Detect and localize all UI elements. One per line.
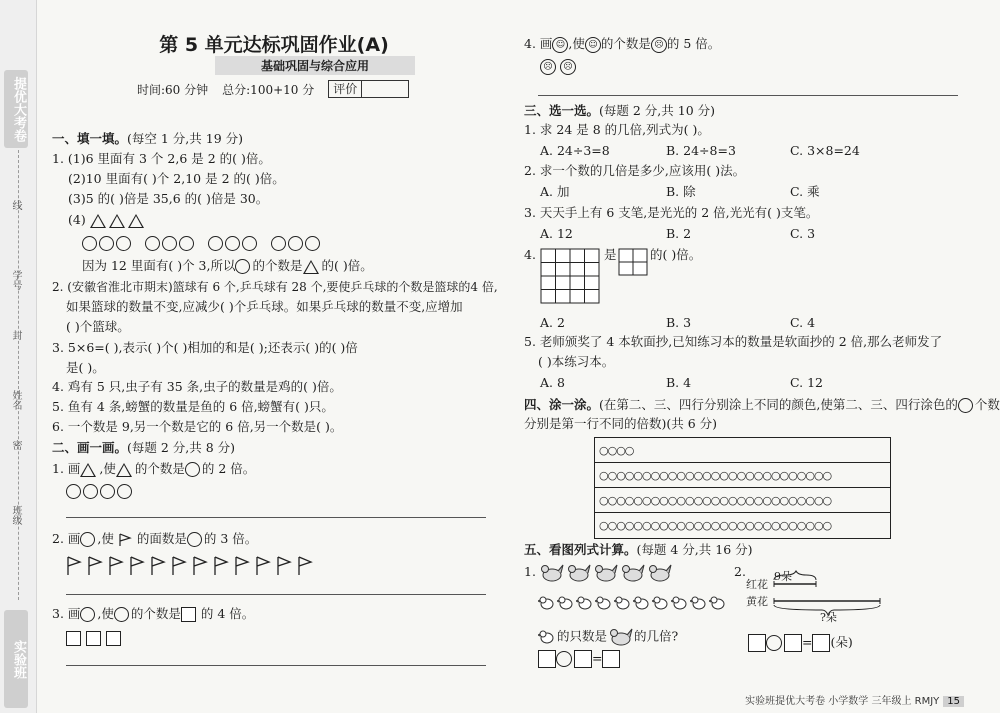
question: 如果篮球的数量不变,应减少( )个乒乓球。如果乒乓球的数量不变,应增加 [66, 299, 463, 314]
hen-icon [646, 563, 672, 583]
question-text: 的( )倍。 [321, 258, 373, 273]
option[interactable]: A. 加 [540, 184, 570, 199]
hen-icon [619, 563, 645, 583]
circle-icon [235, 259, 250, 274]
answer-line[interactable] [66, 665, 486, 666]
section-4-note: 个数 [974, 397, 1000, 412]
coloring-box [594, 437, 891, 539]
time-limit: 时间:60 分钟 [137, 82, 209, 97]
question: 3. 天天手上有 6 支笔,是光光的 2 倍,光光有( )支笔。 [524, 205, 819, 220]
circle-icon [179, 236, 194, 251]
question: 6. 一个数是 9,另一个数是它的 6 倍,另一个数是( )。 [52, 419, 343, 434]
square-icon [181, 607, 196, 622]
answer-box[interactable] [812, 634, 830, 652]
option[interactable]: B. 3 [666, 315, 692, 330]
grid-cell [585, 276, 600, 290]
circle-icon [958, 398, 973, 413]
circle-icon [80, 607, 95, 622]
square-icon [66, 631, 81, 646]
option[interactable]: C. 3×8=24 [790, 143, 860, 158]
flag-icon [297, 556, 313, 576]
given-faces [540, 58, 576, 75]
brand-tab-top: 提优大考卷 [4, 70, 28, 148]
chick-icon [633, 596, 651, 610]
section-4-heading [524, 397, 1000, 413]
question [52, 531, 257, 547]
question [82, 258, 373, 274]
question-text: 的几倍? [634, 628, 679, 644]
chick-row [538, 594, 728, 610]
circle-icon [288, 236, 303, 251]
circle-icon [208, 236, 223, 251]
grid-cell [556, 290, 571, 304]
answer-box[interactable] [784, 634, 802, 652]
grid-cell [541, 290, 556, 304]
question-text: 的 5 倍。 [666, 36, 721, 51]
circle-icon [83, 484, 98, 499]
flag-icon [108, 556, 124, 576]
coloring-row[interactable]: ○○○○○○○○○○○○○○○○○○○○○○○○○○○ [595, 463, 890, 488]
circle-icon [66, 484, 81, 499]
question-text: 的个数是 [600, 36, 651, 51]
flag-icon [234, 556, 250, 576]
page-title: 第 5 单元达标巩固作业(A) [159, 34, 389, 56]
section-4-note: (在第二、三、四行分别涂上不同的颜色,使第二、三、四行涂色的 [599, 397, 958, 412]
triangle-icon [128, 214, 144, 228]
section-1-title: 一、填一填。 [52, 131, 128, 146]
circle-icon [187, 532, 202, 547]
question: (2)10 里面有( )个 2,10 是 2 的( )倍。 [68, 171, 285, 186]
grade-label: 评价 [333, 82, 358, 96]
circle-groups [82, 235, 322, 251]
hen-row [538, 563, 673, 583]
chick-icon [652, 596, 670, 610]
grid-cell [556, 276, 571, 290]
grid-cell [585, 290, 600, 304]
grid-cell [570, 249, 585, 263]
operator-circle[interactable] [766, 635, 782, 651]
option[interactable]: C. 12 [790, 375, 823, 390]
question [538, 627, 678, 647]
chick-icon [709, 596, 727, 610]
hen-icon [538, 563, 564, 583]
flag-icon [129, 556, 145, 576]
yellow-flower-label: 黄花 [746, 595, 768, 608]
circle-icon [99, 236, 114, 251]
question-text: ,使 [568, 36, 585, 51]
section-1-heading [52, 131, 243, 147]
flag-icon [255, 556, 271, 576]
option[interactable]: C. 4 [790, 315, 816, 330]
circle-icon [116, 236, 131, 251]
triangle-icon [116, 463, 132, 477]
question-text: ,使 [99, 461, 116, 476]
question: 是( )。 [66, 360, 105, 375]
circle-icon [225, 236, 240, 251]
cut-line [18, 150, 19, 600]
grid-cell [541, 263, 556, 277]
section-4-note: 分别是第一行不同的倍数)(共 6 分) [524, 416, 718, 431]
unit-label: (朵) [830, 634, 853, 650]
option[interactable]: C. 乘 [790, 184, 820, 199]
grid-cell [541, 276, 556, 290]
grid-cell [570, 290, 585, 304]
circle-icon [100, 484, 115, 499]
section-3-note: (每题 2 分,共 10 分) [599, 103, 715, 118]
line-label: 线 [10, 200, 21, 210]
question-text: 的只数是 [557, 628, 608, 644]
chick-icon [690, 596, 708, 610]
option[interactable]: B. 24÷8=3 [666, 143, 736, 158]
smile-face-icon: ☺ [552, 37, 568, 53]
circle-icon [117, 484, 132, 499]
flag-icon [87, 556, 103, 576]
given-flags [66, 556, 318, 576]
flag-icon [171, 556, 187, 576]
total-score: 总分:100+10 分 [222, 82, 315, 97]
number-label: 学号 [10, 270, 21, 290]
grade-field[interactable] [361, 81, 408, 97]
option[interactable]: C. 3 [790, 226, 816, 241]
question [52, 461, 255, 477]
chick-icon [576, 596, 594, 610]
large-grid [540, 248, 600, 304]
class-label: 班级 [10, 505, 21, 525]
answer-boxes: = [538, 650, 625, 668]
option[interactable]: A. 2 [540, 315, 565, 330]
smile-face-icon: ☺ [585, 37, 601, 53]
question-text: 3. 画 [52, 606, 81, 621]
chick-icon [614, 596, 632, 610]
grid-cell [556, 263, 571, 277]
circle-icon [305, 236, 320, 251]
unknown-label: ?朵 [820, 611, 837, 624]
triangle-icon [109, 214, 125, 228]
question: 2. (安徽省淮北市期末)篮球有 6 个,乒乓球有 28 个,要使乒乓球的个数是篮球的4 倍, [52, 280, 498, 294]
question-label: (4) [68, 212, 86, 227]
square-icon [86, 631, 101, 646]
grid-cell [541, 249, 556, 263]
section-5-heading [524, 542, 753, 558]
answer-box[interactable] [538, 650, 556, 668]
flag-icon [66, 556, 82, 576]
question-text: 的 4 倍。 [200, 606, 255, 621]
question-label: 4. [524, 247, 536, 262]
nine-label: 9朵 [774, 570, 792, 583]
question [524, 36, 720, 53]
circle-icon [162, 236, 177, 251]
seal2-label: 密 [10, 440, 21, 450]
circle-icon [185, 462, 200, 477]
question [52, 606, 254, 622]
right-column [524, 0, 1000, 713]
coloring-row[interactable]: ○○○○○○○○○○○○○○○○○○○○○○○○○○○ [595, 488, 890, 513]
question-text: ,使 [97, 606, 114, 621]
question-label: 1. [524, 564, 536, 579]
option[interactable]: A. 12 [540, 226, 573, 241]
flag-icon [150, 556, 166, 576]
question: 3. 5×6=( ),表示( )个( )相加的和是( );还表示( )的( )倍 [52, 340, 358, 355]
flag-icon [213, 556, 229, 576]
section-3-title: 三、选一选。 [524, 103, 600, 118]
binding-sidebar [0, 0, 37, 713]
option[interactable]: B. 4 [666, 375, 692, 390]
question-text: 4. 画 [524, 36, 553, 51]
grid-cell [619, 249, 633, 262]
question-text: 的( )倍。 [650, 247, 702, 262]
exam-meta [137, 80, 409, 98]
question: 2. 求一个数的几倍是多少,应该用( )法。 [524, 163, 746, 178]
sad-face-icon: ☹ [540, 59, 556, 75]
question: ( )个篮球。 [66, 319, 130, 334]
flag-icon [118, 533, 132, 547]
grid-cell [633, 249, 647, 262]
square-icon [106, 631, 121, 646]
triangle-row [68, 212, 147, 228]
page-number: 15 [943, 696, 964, 707]
option[interactable]: B. 2 [666, 226, 692, 241]
circle-icon [114, 607, 129, 622]
circle-icon [242, 236, 257, 251]
grid-cell [585, 249, 600, 263]
answer-line[interactable] [66, 594, 486, 595]
section-3-heading [524, 103, 715, 119]
question: 1. 求 24 是 8 的几倍,列式为( )。 [524, 122, 710, 137]
question: (3)5 的( )倍是 35,6 的( )倍是 30。 [68, 191, 269, 206]
hen-icon [592, 563, 618, 583]
grade-box [328, 80, 409, 98]
page-subtitle: 基础巩固与综合应用 [215, 56, 415, 75]
question-text: 的个数是 [130, 606, 181, 621]
option[interactable]: A. 24÷3=8 [540, 143, 610, 158]
triangle-icon [303, 260, 319, 274]
question-text: 因为 12 里面有( )个 3,所以 [82, 258, 236, 273]
question: 4. 鸡有 5 只,虫子有 35 条,虫子的数量是鸡的( )倍。 [52, 379, 342, 394]
chick-icon [595, 596, 613, 610]
question-text: 的面数是 [136, 531, 187, 546]
question-text: ,使 [97, 531, 114, 546]
answer-box[interactable] [602, 650, 620, 668]
footer-text: 实验班提优大考卷 小学数学 三年级上 RMJY [745, 696, 940, 707]
given-circles [66, 483, 134, 499]
question-text: 的 3 倍。 [203, 531, 258, 546]
question: 5. 老师颁奖了 4 本软面抄,已知练习本的数量是软面抄的 2 倍,那么老师发了 [524, 334, 943, 349]
grid-cell [619, 262, 633, 275]
question-text: 的个数是 [252, 258, 303, 273]
coloring-row[interactable]: ○○○○○○○○○○○○○○○○○○○○○○○○○○○ [599, 518, 832, 532]
answer-box[interactable] [574, 650, 592, 668]
answer-boxes: = (朵) [748, 634, 853, 652]
grid-cell [570, 276, 585, 290]
question-text: 是 [604, 247, 617, 262]
question-text: 1. 画 [52, 461, 81, 476]
answer-line[interactable] [538, 95, 958, 96]
page-footer [745, 692, 964, 707]
chick-icon [671, 596, 689, 610]
answer-box[interactable] [748, 634, 766, 652]
coloring-row[interactable]: ○○○○ [595, 438, 890, 463]
red-flower-label: 红花 [746, 578, 768, 591]
section-2-title: 二、画一画。 [52, 440, 128, 455]
small-grid [618, 248, 648, 276]
option[interactable]: B. 除 [666, 184, 696, 199]
section-1-note: (每空 1 分,共 19 分) [127, 131, 243, 146]
seal-label: 封 [10, 330, 21, 340]
chick-icon [538, 596, 556, 610]
question: 5. 鱼有 4 条,螃蟹的数量是鱼的 6 倍,螃蟹有( )只。 [52, 399, 334, 414]
grid-cell [556, 249, 571, 263]
brand-tab-bottom: 实验班 [4, 610, 28, 708]
sad-face-icon: ☹ [651, 37, 667, 53]
chick-icon [557, 596, 575, 610]
grid-cell [570, 263, 585, 277]
section-5-note: (每题 4 分,共 16 分) [636, 542, 753, 557]
section-2-note: (每题 2 分,共 8 分) [127, 440, 236, 455]
given-squares [66, 630, 126, 646]
section-2-heading [52, 440, 235, 456]
triangle-icon [80, 463, 96, 477]
circle-icon [82, 236, 97, 251]
grid-cell [585, 263, 600, 277]
circle-icon [145, 236, 160, 251]
question: ( )本练习本。 [538, 354, 615, 369]
hen-icon [565, 563, 591, 583]
flag-icon [192, 556, 208, 576]
question: 1. (1)6 里面有 3 个 2,6 是 2 的( )倍。 [52, 151, 271, 166]
hen-icon [607, 627, 633, 647]
chick-icon [538, 630, 556, 644]
triangle-icon [90, 214, 106, 228]
section-5-title: 五、看图列式计算。 [524, 542, 637, 557]
sad-face-icon: ☹ [560, 59, 576, 75]
flag-icon [276, 556, 292, 576]
circle-icon [80, 532, 95, 547]
name-label: 姓名 [10, 390, 21, 410]
operator-circle[interactable] [556, 651, 572, 667]
grid-cell [633, 262, 647, 275]
answer-line[interactable] [66, 517, 486, 518]
circle-icon [271, 236, 286, 251]
question-text: 的 2 倍。 [201, 461, 256, 476]
section-4-title: 四、涂一涂。 [524, 397, 600, 412]
question-text: 的个数是 [134, 461, 185, 476]
left-column [52, 0, 496, 713]
question-label: 2. [734, 564, 746, 579]
option[interactable]: A. 8 [540, 375, 565, 390]
question-text: 2. 画 [52, 531, 81, 546]
